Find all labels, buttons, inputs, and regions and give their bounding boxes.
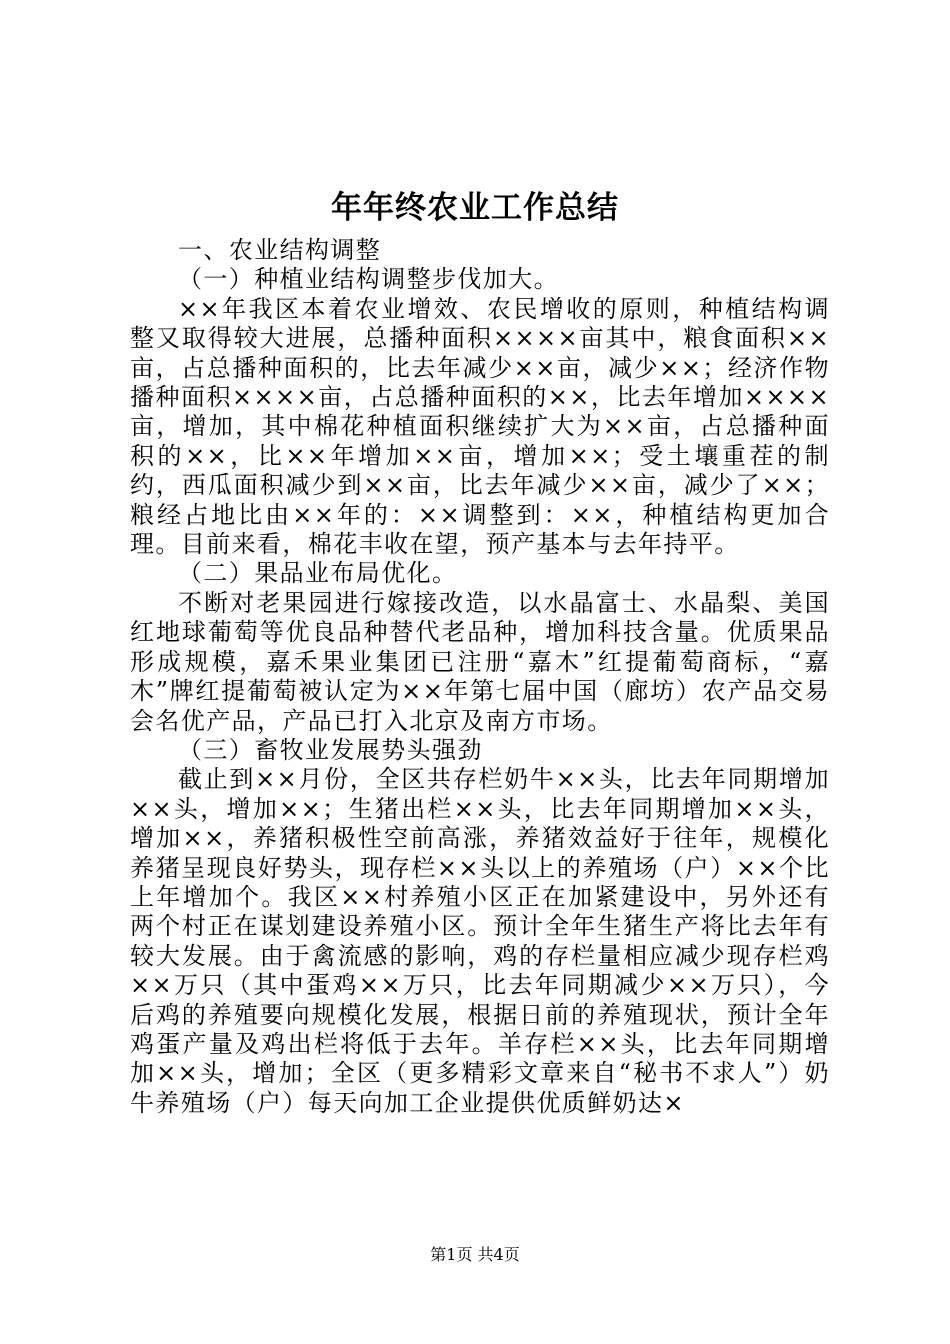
- body-paragraph: ××年我区本着农业增效、农民增收的原则，种植结构调整又取得较大进展，总播种面积××××亩其中，粮食面积××亩，占总播种面积的，比去年减少××亩，减少××；经济作物播种面积××××亩，占总播种面积的××，比去年增加××××亩，增加，其中棉花种植面积继续扩大为××亩，占总播种面积的××，比××年增加××亩，增加××；受土壤重茬的制约，西瓜面积减少到××亩，比去年减少××亩，减少了××；粮经占地比由××年的：××调整到：××，种植结构更加合理。目前来看，棉花丰收在望，预产基本与去年持平。: [130, 294, 830, 559]
- subsection-heading: （二）果品业布局优化。: [178, 559, 458, 588]
- body-paragraph: 不断对老果园进行嫁接改造，以水晶富士、水晶梨、美国红地球葡萄等优良品种替代老品种，增加科技含量。优质果品形成规模，嘉禾果业集团已注册“嘉木”红提葡萄商标，“嘉木”牌红提葡萄被认定为××年第七届中国（廊坊）农产品交易会名优产品，产品已打入北京及南方市场。: [130, 588, 830, 735]
- section-heading: 一、农业结构调整: [178, 236, 382, 264]
- subsection-heading: （三）畜牧业发展势头强劲: [178, 735, 483, 764]
- body-paragraph: 截止到××月份，全区共存栏奶牛××头，比去年同期增加××头，增加××；生猪出栏××头，比去年同期增加××头，增加××，养猪积极性空前高涨，养猪效益好于往年，规模化养猪呈现良好势头，现存栏××头以上的养殖场（户）××个比上年增加个。我区××村养殖小区正在加紧建设中，另外还有两个村正在谋划建设养殖小区。预计全年生猪生产将比去年有较大发展。由于禽流感的影响，鸡的存栏量相应减少现存栏鸡××万只（其中蛋鸡××万只，比去年同期减少××万只），今后鸡的养殖要向规模化发展，根据日前的养殖现状，预计全年鸡蛋产量及鸡出栏将低于去年。羊存栏××头，比去年同期增加××头，增加；全区（更多精彩文章来自“秘书不求人”）奶牛养殖场（户）每天向加工企业提供优质鲜奶达×: [130, 765, 830, 1117]
- document-title: 年年终农业工作总结: [331, 190, 619, 226]
- page-footer: 第1页 共4页: [430, 1245, 520, 1264]
- document-body: [130, 236, 830, 1118]
- subsection-heading: （一）种植业结构调整步伐加大。: [178, 265, 559, 294]
